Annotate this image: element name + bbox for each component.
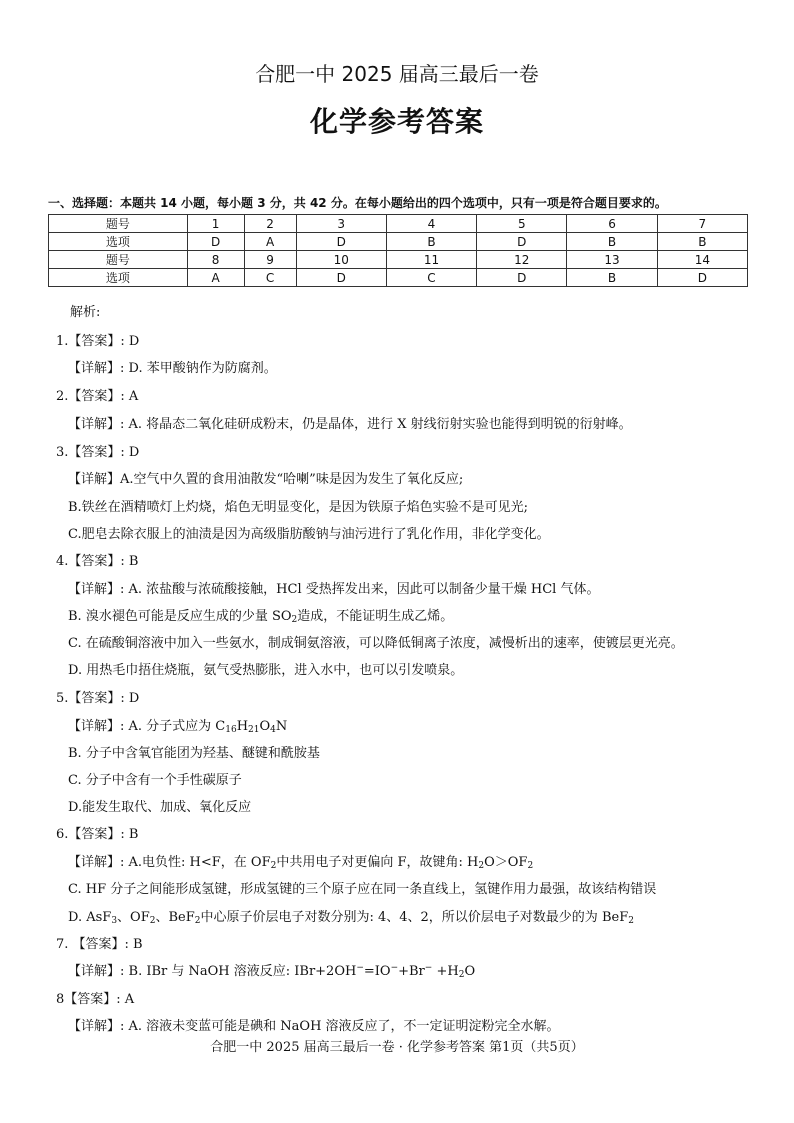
answer-cell: B	[657, 233, 747, 251]
answer-line-q8: 8【答案】: A	[56, 992, 135, 1007]
question-number: 4	[386, 215, 476, 233]
answer-cell: A	[187, 269, 244, 287]
detail-line: D. 用热毛巾捂住烧瓶，氨气受热膨胀，进入水中，也可以引发喷泉。	[68, 663, 464, 678]
question-number: 13	[567, 251, 657, 269]
question-number: 9	[244, 251, 296, 269]
answer-line-q2: 2.【答案】: A	[56, 389, 139, 404]
detail-line: 【详解】A.空气中久置的食用油散发“哈喇”味是因为发生了氧化反应;	[68, 472, 464, 487]
detail-line: C. 分子中含有一个手性碳原子	[68, 773, 242, 788]
answer-cell: B	[567, 233, 657, 251]
answer-cell: D	[296, 269, 386, 287]
row-label: 题号	[49, 251, 188, 269]
answer-cell: D	[657, 269, 747, 287]
answer-cell: D	[296, 233, 386, 251]
answer-cell: D	[477, 269, 567, 287]
answer-key-title: 化学参考答案	[309, 105, 484, 138]
row-label: 选项	[49, 269, 188, 287]
question-number: 7	[657, 215, 747, 233]
question-number: 5	[477, 215, 567, 233]
table-row	[49, 233, 748, 251]
row-label: 选项	[49, 233, 188, 251]
detail-line: C. HF 分子之间能形成氢键，形成氢键的三个原子应在同一条直线上，氢键作用力最强，故该结构错误	[68, 882, 657, 897]
table-row	[49, 269, 748, 287]
detail-line: 【详解】: B. IBr 与 NaOH 溶液反应: $IBr+2OH^-=IO^-+Br^- +H_2O$	[68, 963, 476, 980]
answer-line-q1: 1.【答案】: D	[56, 334, 140, 349]
detail-line: D. AsF$_3$、$OF_2$、BeF$_2$中心原子价层电子对数分别为: 4、4、2，所以价层电子对数最少的为 BeF$_2$	[68, 910, 634, 926]
answer-cell: B	[567, 269, 657, 287]
detail-line: C. 在硫酸铜溶液中加入一些氨水，制成铜氨溶液，可以降低铜离子浓度，减慢析出的速率，使镀层更光亮。	[68, 636, 684, 651]
question-number: 10	[296, 251, 386, 269]
answer-cell: A	[244, 233, 296, 251]
detail-line: 【详解】: A. 溶液未变蓝可能是碘和 NaOH 溶液反应了，不一定证明淀粉完全水解。	[68, 1019, 560, 1034]
answer-table	[48, 214, 748, 287]
detail-line: D.能发生取代、加成、氧化反应	[68, 800, 252, 815]
detail-line: B. 分子中含氧官能团为羟基、醚键和酰胺基	[68, 746, 320, 761]
answer-cell: D	[477, 233, 567, 251]
table-row	[49, 251, 748, 269]
question-number: 3	[296, 215, 386, 233]
answer-line-q3: 3.【答案】: D	[56, 445, 140, 460]
question-number: 8	[187, 251, 244, 269]
answer-line-q4: 4.【答案】: B	[56, 554, 139, 569]
answer-cell: C	[244, 269, 296, 287]
detail-line: 【详解】: A. 将晶态二氧化硅研成粉末，仍是晶体，进行 X 射线衍射实验也能得到明锐的衍射峰。	[68, 417, 632, 432]
detail-line: 【详解】: A. 分子式应为 $C_{16}H_{21}O_4N$	[68, 719, 288, 735]
analysis-label: 解析:	[70, 305, 101, 320]
detail-line: 【详解】: A.电负性: H<F，在 $OF_2$中共用电子对更偏向 F，故键角: $H_2O>OF_2$	[68, 855, 534, 871]
table-row	[49, 215, 748, 233]
answer-cell: B	[386, 233, 476, 251]
question-number: 14	[657, 251, 747, 269]
detail-line: C.肥皂去除衣服上的油渍是因为高级脂肪酸钠与油污进行了乳化作用，非化学变化。	[68, 527, 550, 542]
detail-line: 【详解】: D. 苯甲酸钠作为防腐剂。	[68, 361, 277, 376]
answer-line-q5: 5.【答案】: D	[56, 691, 140, 706]
detail-line: B. 溴水褪色可能是反应生成的少量 $SO_2$造成，不能证明生成乙烯。	[68, 609, 454, 625]
question-number: 12	[477, 251, 567, 269]
question-number: 2	[244, 215, 296, 233]
exam-title: 合肥一中 2025 届高三最后一卷	[255, 62, 539, 86]
question-number: 1	[187, 215, 244, 233]
detail-line: 【详解】: A. 浓盐酸与浓硫酸接触，HCl 受热挥发出来，因此可以制备少量干燥 HCl 气体。	[68, 582, 600, 597]
question-number: 11	[386, 251, 476, 269]
question-number: 6	[567, 215, 657, 233]
answer-cell: C	[386, 269, 476, 287]
detail-line: B.铁丝在酒精喷灯上灼烧，焰色无明显变化，是因为铁原子焰色实验不是可见光;	[68, 500, 529, 515]
answer-line-q6: 6.【答案】: B	[56, 827, 139, 842]
page-footer: 合肥一中 2025 届高三最后一卷 · 化学参考答案 第1页（共5页）	[210, 1040, 584, 1055]
section-heading: 一、选择题：本题共 14 小题，每小题 3 分，共 42 分。在每小题给出的四个选项中，只有一项是符合题目要求的。	[48, 196, 667, 210]
row-label: 题号	[49, 215, 188, 233]
answer-cell: D	[187, 233, 244, 251]
answer-line-q7: 7. 【答案】: B	[56, 937, 143, 952]
